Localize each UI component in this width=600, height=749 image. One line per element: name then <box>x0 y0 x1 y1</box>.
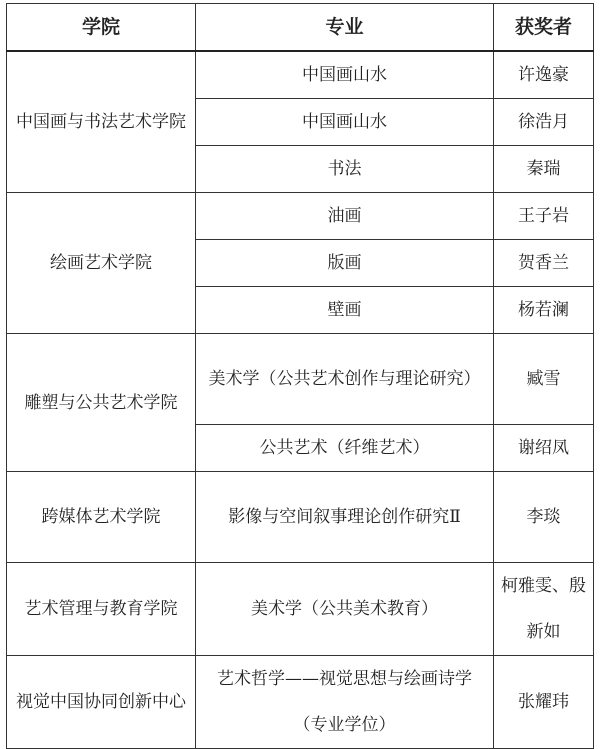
major-cell: 壁画 <box>196 287 494 334</box>
table-row <box>7 334 594 425</box>
award-table <box>6 3 594 749</box>
major-cell: 中国画山水 <box>196 99 494 146</box>
major-cell: 版画 <box>196 240 494 287</box>
major-cell: 美术学（公共艺术创作与理论研究） <box>196 334 494 425</box>
college-cell: 艺术管理与教育学院 <box>7 563 196 656</box>
college-cell: 跨媒体艺术学院 <box>7 472 196 563</box>
header-college: 学院 <box>7 4 196 52</box>
table-row <box>7 193 594 240</box>
winner-cell: 徐浩月 <box>494 99 594 146</box>
header-row <box>7 4 594 52</box>
major-cell: 书法 <box>196 146 494 193</box>
winner-cell: 张耀玮 <box>494 656 594 749</box>
college-cell: 中国画与书法艺术学院 <box>7 51 196 193</box>
major-cell: 艺术哲学——视觉思想与绘画诗学（专业学位） <box>196 656 494 749</box>
winner-cell: 许逸豪 <box>494 51 594 99</box>
header-major: 专业 <box>196 4 494 52</box>
winner-cell: 谢绍凤 <box>494 425 594 472</box>
winner-cell: 柯雅雯、殷新如 <box>494 563 594 656</box>
major-cell: 油画 <box>196 193 494 240</box>
table-row <box>7 656 594 749</box>
major-cell: 美术学（公共美术教育） <box>196 563 494 656</box>
table-row <box>7 51 594 99</box>
table-row <box>7 472 594 563</box>
major-cell: 影像与空间叙事理论创作研究Ⅱ <box>196 472 494 563</box>
winner-cell: 李琰 <box>494 472 594 563</box>
major-cell: 公共艺术（纤维艺术） <box>196 425 494 472</box>
college-cell: 雕塑与公共艺术学院 <box>7 334 196 472</box>
winner-cell: 杨若澜 <box>494 287 594 334</box>
header-winner: 获奖者 <box>494 4 594 52</box>
winner-cell: 臧雪 <box>494 334 594 425</box>
major-cell: 中国画山水 <box>196 51 494 99</box>
winner-cell: 秦瑞 <box>494 146 594 193</box>
college-cell: 视觉中国协同创新中心 <box>7 656 196 749</box>
winner-cell: 贺香兰 <box>494 240 594 287</box>
table-row <box>7 563 594 656</box>
winner-cell: 王子岩 <box>494 193 594 240</box>
college-cell: 绘画艺术学院 <box>7 193 196 334</box>
